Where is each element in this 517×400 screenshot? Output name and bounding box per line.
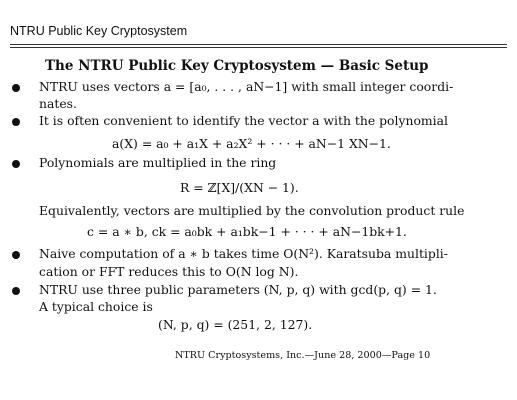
bullet-1-line-2: nates. [39,96,77,111]
bullet-3 [12,160,20,168]
bullet-2-line-1: It is often convenient to identify the vector a with the polynomial [39,113,448,128]
header-rule-top [10,44,507,45]
slide-footer: NTRU Cryptosystems, Inc.—June 28, 2000—Page 10 [175,350,431,361]
bullet-3-formula: R = ℤ[X]/(XN − 1). [180,180,299,195]
bullet-5-line-1: NTRU use three public parameters (N, p, q) with gcd(p, q) = 1. [39,282,437,297]
bullet-2-formula: a(X) = a₀ + a₁X + a₂X² + · · · + aN−1 XN−1. [112,136,391,151]
bullet-3-line-2: Equivalently, vectors are multiplied by the convolution product rule [39,203,465,218]
slide-title: The NTRU Public Key Cryptosystem — Basic Setup [45,58,429,74]
bullet-5 [12,287,20,295]
bullet-5-line-2: A typical choice is [39,299,153,314]
header-rule-bottom [10,47,507,48]
bullet-3-line-1: Polynomials are multiplied in the ring [39,155,277,170]
bullet-3-formula-2: c = a ∗ b, ck = a₀bk + a₁bk−1 + · · · + aN−1bk+1. [87,224,407,239]
bullet-1 [12,84,20,92]
bullet-4-line-2: cation or FFT reduces this to O(N log N). [39,264,299,279]
bullet-5-formula: (N, p, q) = (251, 2, 127). [158,317,313,332]
bullet-1-line-1: NTRU uses vectors a = [a₀, . . . , aN−1] with small integer coordi- [39,79,454,94]
slide-header: NTRU Public Key Cryptosystem [10,24,188,38]
bullet-2 [12,118,20,126]
bullet-4 [12,251,20,259]
bullet-4-line-1: Naive computation of a ∗ b takes time O(N²). Karatsuba multipli- [39,246,448,261]
